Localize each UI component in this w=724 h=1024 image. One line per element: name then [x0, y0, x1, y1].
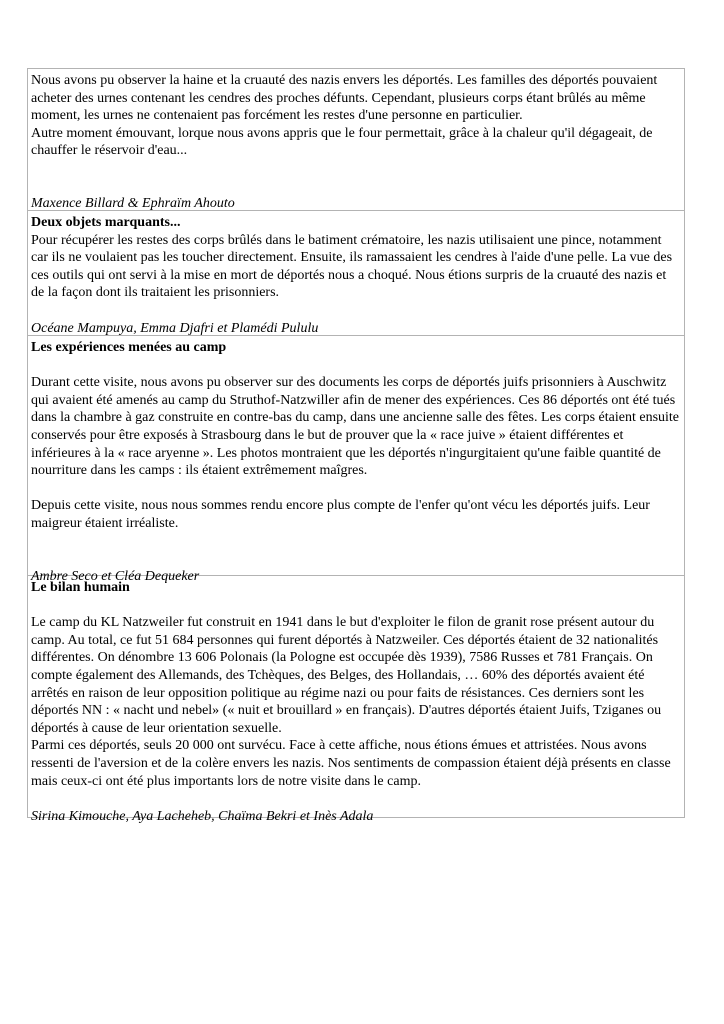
document-page [27, 68, 685, 824]
section-paragraph: Le camp du KL Natzweiler fut construit en 1941 dans le but d'exploiter le filon de granit rose présent autour du camp. Au total, ce fut 51 684 personnes qui furent déportés à Natzweiler. Ces déportés étaient de 32 nationalités différentes. On dénombre 13 606 Polonais (la Pologne est occupée dès 1939), 7586 Russes et 781 Français. On compte également des Allemands, des Tchèques, des Belges, des Hollandais, … 60% des déportés avaient été arrêtés en raison de leur opposition politique au régime nazi ou pour faits de résistances. Ces derniers sont les déportés NN : « nacht und nebel» (« nuit et brouillard » en français). D'autres déportés étaient Juifs, Tziganes ou déportés à cause de leur orientation sexuelle. [31, 615, 662, 736]
spacer [31, 480, 681, 498]
section-paragraph: Nous avons pu observer la haine et la cruauté des nazis envers les déportés. Les familles des déportés pouvaient acheter des urnes contenant les cendres des proches défunts. Cependant, plusieurs corps étant brûlés au même moment, les urnes ne contenaient pas forcément les restes d'une personne en particulier. [31, 73, 658, 124]
section-paragraph: Depuis cette visite, nous nous sommes rendu encore plus compte de l'enfer qu'ont vécu les déportés juifs. Leur maigreur étaient irréaliste. [31, 498, 650, 531]
section-author: Maxence Billard & Ephraïm Ahouto [31, 196, 235, 212]
section-paragraph: Durant cette visite, nous avons pu observer sur des documents les corps de déportés juifs prisonniers à Auschwitz qui avaient été amenés au camp du Struthof-Natzwiller afin de mener des expériences. Ces 86 déportés ont été tués dans la chambre à gaz construite en contre-bas du camp, dans une ancienne salle des fêtes. Les corps étaient ensuite conservés pour être exposés à Strasbourg dans le but de prouver que la « race juive » étaient différentes et inférieures à la « race aryenne ». Les photos montraient que les déportés n'ingurgitaient qu'une faible quantité de nourriture dans les camps : ils étaient extrêmement maîgres. [31, 375, 680, 479]
section-author: Sirina Kimouche, Aya Lacheheb, Chaïma Bekri et Inès Adala [31, 808, 374, 824]
section-title: Les expériences menées au camp [31, 340, 227, 355]
section-urns [27, 68, 685, 211]
section-human-toll [27, 576, 685, 824]
section-experiments [27, 336, 685, 584]
spacer [31, 357, 681, 375]
spacer [31, 790, 681, 808]
spacer [31, 160, 681, 195]
spacer [31, 597, 681, 615]
section-author: Ambre Seco et Cléa Dequeker [31, 568, 200, 584]
section-paragraph: Pour récupérer les restes des corps brûlés dans le batiment crématoire, les nazis utilisaient une pince, notamment car ils ne voulaient pas les toucher directement. Ensuite, ils ramassaient les cendres à l'aide d'une pelle. La vue des ces outils qui ont servi à la mise en mort de déportés nous a choqué. Nous étions surpris de la cruauté des nazis et de la façon dont ils traitaient les prisonniers. [31, 232, 673, 301]
spacer [31, 533, 681, 568]
section-objects [27, 211, 685, 336]
section-title: Deux objets marquants... [31, 215, 181, 230]
section-title: Le bilan humain [31, 580, 130, 595]
spacer [31, 302, 681, 320]
section-author: Océane Mampuya, Emma Djafri et Plamédi Pululu [31, 320, 319, 336]
section-paragraph: Parmi ces déportés, seuls 20 000 ont survécu. Face à cette affiche, nous étions émues et attristées. Nous avons ressenti de l'aversion et de la colère envers les nazis. Nos sentiments de compassion étaient déjà présents en classe mais ceux-ci ont été plus importants lors de notre visite dans le camp. [31, 738, 671, 789]
section-paragraph: Autre moment émouvant, lorque nous avons appris que le four permettait, grâce à la chaleur qu'il dégageait, de chauffer le réservoir d'eau... [31, 125, 653, 159]
